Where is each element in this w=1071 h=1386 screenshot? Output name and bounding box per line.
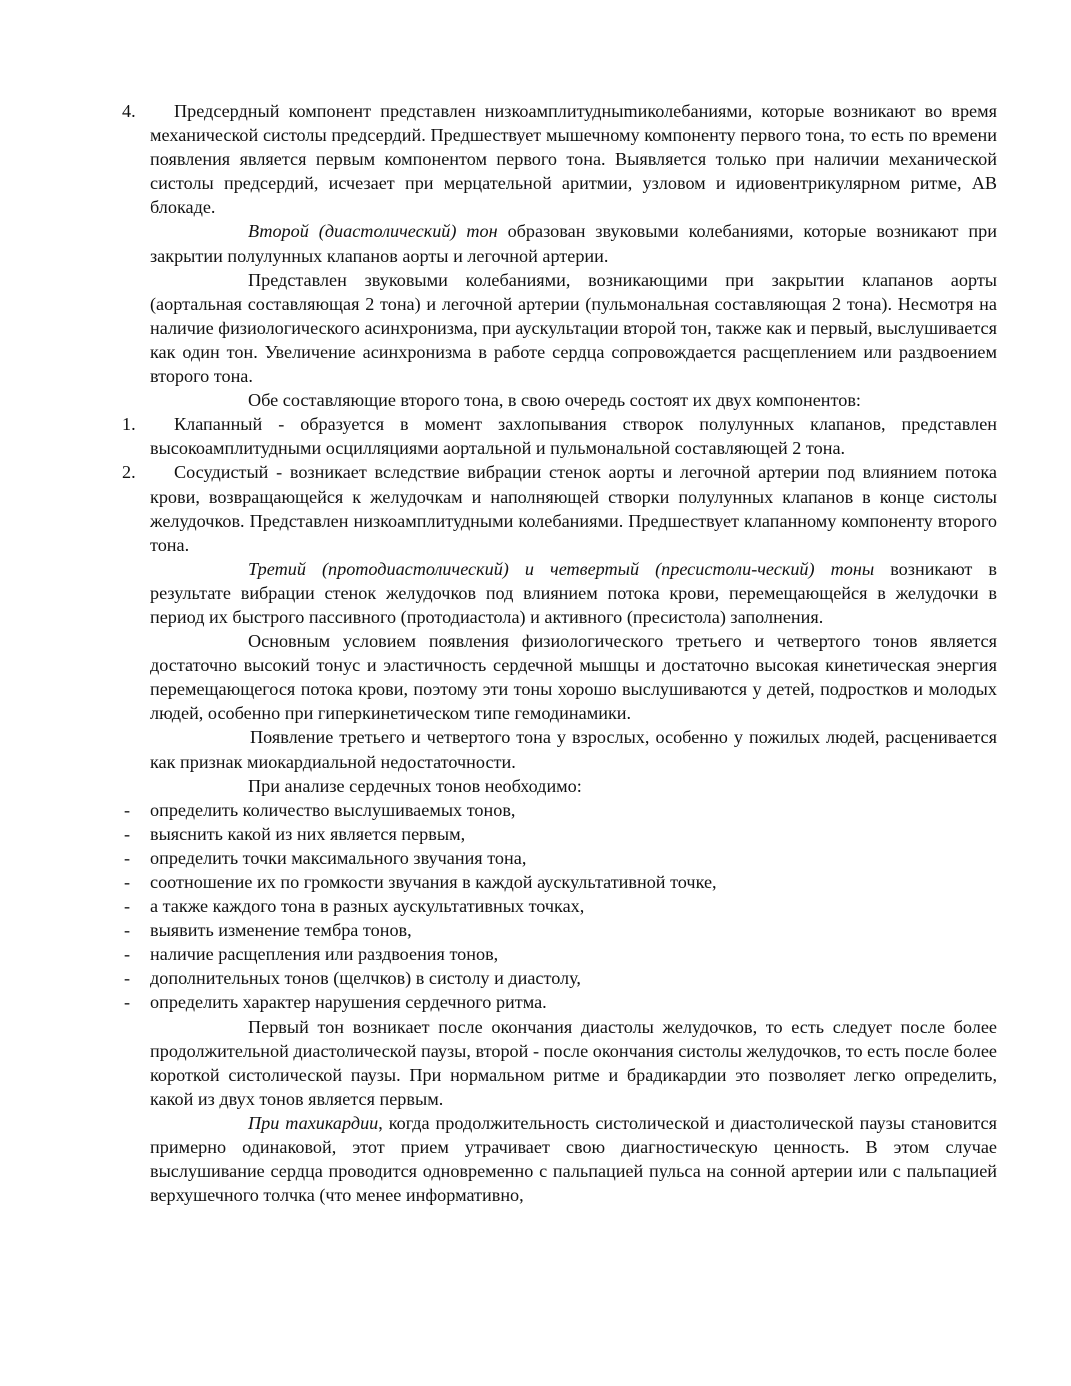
list-item-4 (122, 99, 997, 219)
list-item (124, 966, 997, 990)
paragraph-text: Клапанный - образуется в момент захлопывания створок полулунных клапанов, представлен высокоамплитудными осцилляциями аортальной и пульмональной составляющей 2 тона. (150, 414, 997, 459)
paragraph-condition: Основным условием появления физиологического третьего и четвертого тонов является достаточно высокий тонус и эластичность сердечной мышцы и достаточно высокая кинетическая энергия перемещающегося потока крови, поэтому эти тоны хорошо выслушиваются у детей, подростков и молодых людей, особенно при гиперкинетическом типе гемодинамики. (150, 631, 997, 724)
list-item (124, 942, 997, 966)
bullet-dash: - (124, 823, 131, 844)
italic-term: При тахикардии (248, 1112, 379, 1133)
paragraph-tachycardia (150, 1111, 997, 1207)
list-number: 4. (122, 101, 136, 121)
bullet-dash: - (124, 847, 131, 868)
list-item (124, 846, 997, 870)
bullet-dash: - (124, 872, 131, 892)
paragraph-third-fourth (150, 557, 997, 629)
list-item (124, 870, 997, 894)
bullet-dash: - (124, 920, 131, 941)
paragraph-text: образован звуковыми колебаниями, которые возникают при закрытии полулунных клапанов аорты и легочной артерии. (150, 221, 997, 266)
list-number: 1. (122, 414, 136, 435)
bullet-dash: - (124, 896, 131, 917)
list-item-text: выявить изменение тембра тонов, (150, 920, 412, 941)
list-item (124, 798, 997, 822)
list-item-text: а также каждого тона в разных аускультативных точках, (150, 896, 585, 917)
paragraph-analysis-intro: При анализе сердечных тонов необходимо: (248, 775, 582, 796)
paragraph-second-tone-2: Представлен звуковыми колебаниями, возникающими при закрытии клапанов аорты (аортальная составляющая 2 тона) и легочной артерии (пульмональная составляющая 2 тона). Несмотря на наличие физиологического асинхронизма, при аускультации второй тон, также как и первый, выслушивается как один тон. Увеличение асинхронизма в работе сердца сопровождается расщеплением или раздвоением второго тона. (150, 269, 997, 387)
bullet-dash: - (124, 799, 131, 820)
list-item-text: наличие расщепления или раздвоения тонов, (150, 944, 499, 965)
paragraph-text: , когда продолжительность систолической и диастолической паузы становится примерно одинаковой, этот прием утрачивает свою диагностическую ценность. В этом случае выслушивание сердца проводится одновременно с пальпацией пульса на сонной артерии или с пальпацией верхушечного толчка (что менее информативно, (150, 1112, 997, 1206)
bullet-list (0, 798, 1071, 1015)
bullet-dash: - (124, 992, 131, 1013)
list-item-2 (122, 460, 997, 556)
bullet-dash: - (124, 968, 131, 989)
paragraph-text: Сосудистый - возникает вследствие вибрации стенок аорты и легочной артерии под влиянием потока крови, возвращающейся к желудочкам и наполняющей створки полулунных клапанов в конце систолы желудочков. Представлен низкоамплитудными колебаниями. Предшествует клапанному компоненту второго тона. (150, 462, 997, 555)
list-item-text: определить точки максимального звучания тона, (150, 847, 527, 868)
list-item-text: определить количество выслушиваемых тонов, (150, 799, 516, 820)
list-item (124, 894, 997, 918)
italic-term: Второй (диастолический) тон (248, 221, 498, 242)
paragraph-components-intro: Обе составляющие второго тона, в свою очередь состоят их двух компонентов: (248, 390, 861, 411)
list-item-text: соотношение их по громкости звучания в каждой аускультативной точке, (150, 872, 717, 892)
list-item (124, 990, 997, 1014)
paragraph-first-tone: Первый тон возникает после окончания диастолы желудочков, то есть следует после более продолжительной диастолической паузы, второй - после окончания систолы желудочков, то есть после более короткой систолической паузы. При нормальном ритме и брадикардии это позволяет легко определить, какой из двух тонов является первым. (150, 1016, 997, 1109)
bullet-dash: - (124, 944, 131, 965)
document-page (0, 99, 1071, 1207)
paragraph-adults: Появление третьего и четвертого тона у взрослых, особенно у пожилых людей, расценивается как признак миокардиальной недостаточности. (150, 727, 997, 772)
paragraph-second-tone (150, 219, 997, 267)
italic-term: Третий (протодиастолический) и четвертый (пресистоли-ческий) тоны (248, 558, 875, 579)
list-number: 2. (122, 462, 136, 483)
paragraph-text: Предсердный компонент представлен низкоамплитудныmиколебаниями, которые возникают во время механической систолы предсердий. Предшествует мышечному компоненту первого тона, то есть по времени появления является первым компонентом первого тона. Выявляется только при наличии механической систолы предсердий, исчезает при мерцательной аритмии, узловом и идиовентрикулярном ритме, АВ блокаде. (150, 101, 997, 218)
list-item (124, 822, 997, 846)
list-item (124, 918, 997, 942)
paragraph-text: возникают в результате вибрации стенок желудочков под влиянием потока крови, перемещающейся в желудочки в период их быстрого пассивного (протодиастола) и активного (пресистола) заполнения. (150, 558, 997, 627)
list-item-text: выяснить какой из них является первым, (150, 823, 466, 844)
list-item-text: определить характер нарушения сердечного ритма. (150, 992, 547, 1013)
list-item-text: дополнительных тонов (щелчков) в систолу и диастолу, (150, 968, 581, 989)
list-item-1 (122, 412, 997, 460)
